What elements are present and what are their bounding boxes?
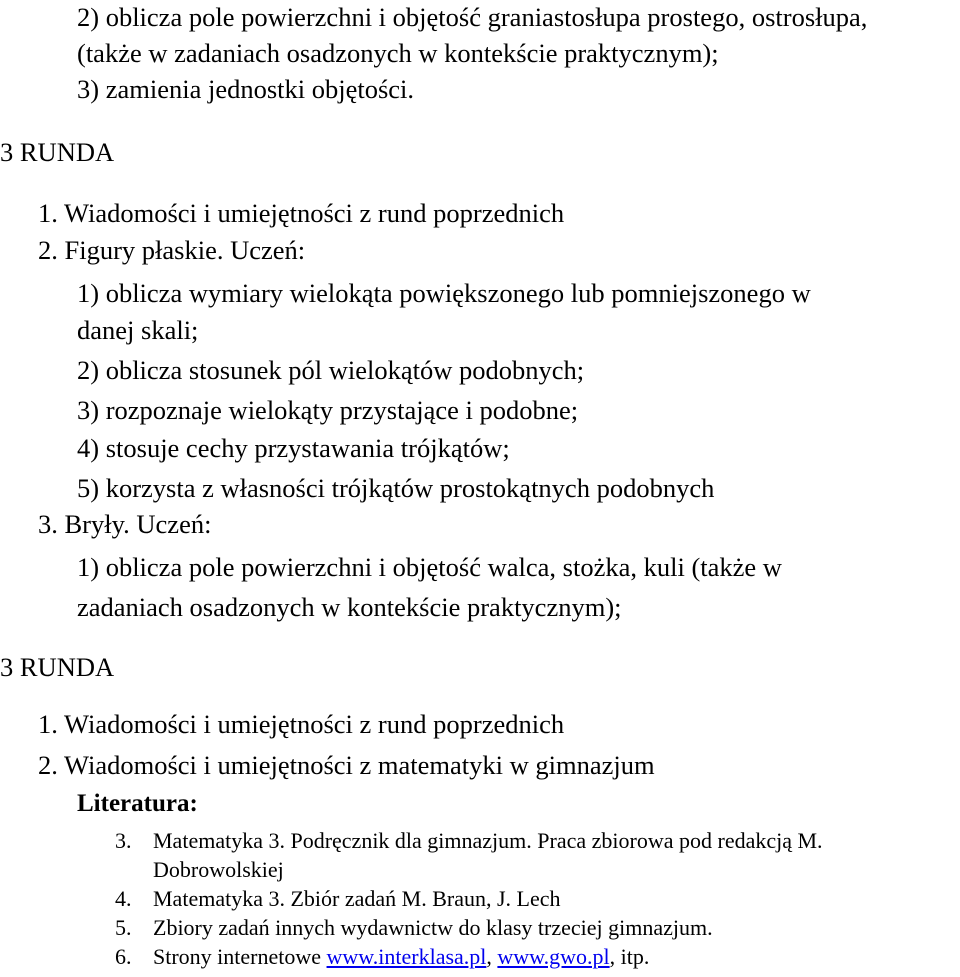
section-a-item-3 (38, 509, 211, 539)
top-line-1: 2) oblicza pole powierzchni i objętość graniastosłupa prostego, ostrosłupa, (77, 2, 868, 32)
point-line: 4) stosuje cechy przystawania trójkątów; (77, 433, 510, 463)
point-line: danej skali; (77, 315, 199, 345)
literature-item-text: Dobrowolskiej (153, 857, 284, 882)
section-a-heading: 3 RUNDA (0, 137, 115, 167)
point-line: 5) korzysta z własności trójkątów prostokątnych podobnych (77, 473, 715, 503)
literature-item-text: Matematyka 3. Zbiór zadań M. Braun, J. Lech (153, 886, 561, 911)
section-b-item-1: 1. Wiadomości i umiejętności z rund poprzednich (38, 709, 565, 739)
top-line-2: (także w zadaniach osadzonych w kontekście praktycznym); (77, 38, 719, 68)
point-line: zadaniach osadzonych w kontekście praktycznym); (77, 592, 622, 622)
web-prefix: Strony internetowe (153, 944, 327, 969)
literature-item-num: 6. (115, 944, 132, 969)
section-b-heading: 3 RUNDA (0, 652, 115, 682)
literature-item-text: Matematyka 3. Podręcznik dla gimnazjum. Praca zbiorowa pod redakcją M. (153, 828, 823, 853)
link-gwo[interactable]: www.gwo.pl (497, 944, 610, 969)
point-line: 2) oblicza stosunek pól wielokątów podobnych; (77, 355, 585, 385)
point-line: 3) rozpoznaje wielokąty przystające i podobne; (77, 395, 579, 425)
top-line-3: 3) zamienia jednostki objętości. (77, 74, 415, 104)
item-3-tail: Uczeń: (136, 509, 212, 539)
section-a-item-2 (38, 235, 305, 265)
item-3-number: 3. (38, 509, 58, 539)
point-line: 1) oblicza pole powierzchni i objętość walca, stożka, kuli (także w (77, 552, 782, 582)
item-2-heading: Figury płaskie. (64, 235, 224, 265)
item-2-tail: Uczeń: (230, 235, 306, 265)
point-line: 1) oblicza wymiary wielokąta powiększonego lub pomniejszonego w (77, 278, 811, 308)
literature-item-web (153, 944, 649, 970)
literature-item-text: Zbiory zadań innych wydawnictw do klasy trzeciej gimnazjum. (153, 915, 713, 940)
literature-item-num: 5. (115, 915, 132, 940)
link-interklasa[interactable]: www.interklasa.pl (326, 944, 487, 969)
web-suffix: , itp. (609, 944, 650, 969)
section-b-item-2: 2. Wiadomości i umiejętności z matematyki w gimnazjum (38, 750, 655, 780)
literature-title: Literatura: (77, 790, 198, 817)
literature-item-num: 4. (115, 886, 132, 911)
item-2-number: 2. (38, 235, 58, 265)
literature-item-num: 3. (115, 828, 132, 853)
section-a-item-1: 1. Wiadomości i umiejętności z rund poprzednich (38, 198, 565, 228)
item-3-heading: Bryły. (64, 509, 130, 539)
web-separator: , (486, 944, 498, 969)
